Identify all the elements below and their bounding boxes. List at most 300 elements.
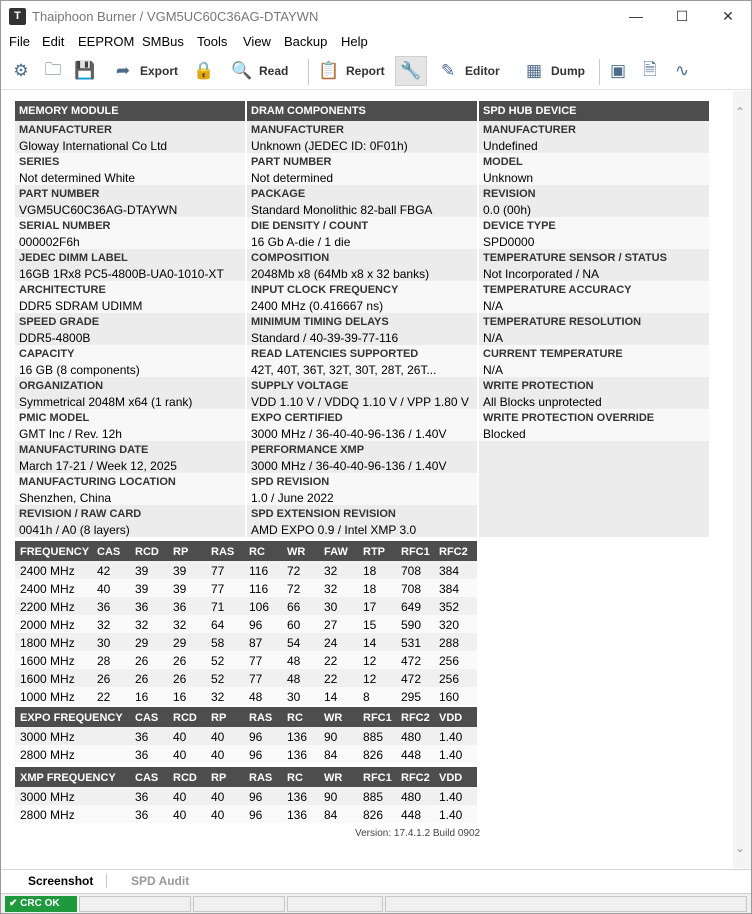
table-cell: 22	[324, 654, 338, 668]
menu-help[interactable]: Help	[341, 34, 368, 49]
memory-module-row	[15, 249, 245, 281]
menu-smbus[interactable]: SMBus	[142, 34, 184, 49]
field-value: VDD 1.10 V / VDDQ 1.10 V / VPP 1.80 V	[251, 395, 469, 409]
table-cell: 90	[324, 790, 338, 804]
open-button[interactable]	[42, 56, 64, 86]
read-label: Read	[259, 64, 289, 78]
column-header: EXPO FREQUENCY	[20, 712, 123, 724]
column-header: WR	[287, 546, 306, 558]
field-value: 0041h / A0 (8 layers)	[19, 523, 130, 537]
table-row	[15, 745, 477, 763]
field-value: DDR5-4800B	[19, 331, 91, 345]
table-cell: 708	[401, 564, 422, 578]
table-row	[15, 561, 477, 579]
memory-module-row	[15, 409, 245, 441]
dram-components-row	[247, 345, 477, 377]
table-cell: 1.40	[439, 748, 463, 762]
spd-hub-empty-row	[479, 473, 709, 505]
field-value: March 17-21 / Week 12, 2025	[19, 459, 177, 473]
memory-module-row	[15, 441, 245, 473]
bottom-tab-bar	[1, 869, 751, 892]
maximize-button[interactable]: ☐	[675, 8, 689, 24]
table-cell: 1800 MHz	[20, 636, 75, 650]
table-cell: 39	[135, 582, 149, 596]
report-label: Report	[346, 64, 385, 78]
documents-icon: 🗎	[643, 59, 657, 79]
dram-components-column	[247, 101, 477, 537]
expo-timings-table	[15, 707, 477, 763]
table-cell: 826	[363, 748, 384, 762]
table-cell: 87	[249, 636, 263, 650]
table-cell: 32	[135, 618, 149, 632]
field-label: PERFORMANCE XMP	[251, 444, 365, 456]
column-header: RC	[249, 546, 265, 558]
table-cell: 2000 MHz	[20, 618, 75, 632]
field-value: 16GB 1Rx8 PC5-4800B-UA0-1010-XT	[19, 267, 224, 281]
table-cell: 28	[97, 654, 111, 668]
dram-components-row	[247, 409, 477, 441]
table-cell: 352	[439, 600, 460, 614]
dram-components-header: DRAM COMPONENTS	[247, 101, 477, 121]
dram-components-row	[247, 505, 477, 537]
toolbar	[1, 53, 751, 90]
table-row	[15, 787, 477, 805]
wrench-icon: 🔧	[400, 61, 422, 80]
table-cell: 12	[363, 654, 377, 668]
memory-module-header: MEMORY MODULE	[15, 101, 245, 121]
field-value: Undefined	[483, 139, 538, 153]
table-cell: 2400 MHz	[20, 582, 75, 596]
memory-module-row	[15, 505, 245, 537]
column-header: FAW	[324, 546, 348, 558]
field-label: PART NUMBER	[19, 188, 100, 200]
spd-hub-column	[479, 101, 709, 537]
menu-eeprom[interactable]: EEPROM	[78, 34, 135, 49]
table-cell: 77	[211, 582, 225, 596]
field-label: ARCHITECTURE	[19, 284, 106, 296]
table-row	[15, 805, 477, 823]
memory-module-row	[15, 217, 245, 249]
documents-button[interactable]	[639, 56, 661, 86]
field-value: Not Incorporated / NA	[483, 267, 600, 281]
table-cell: 22	[324, 672, 338, 686]
table-cell: 66	[287, 600, 301, 614]
table-row	[15, 727, 477, 745]
dram-components-row	[247, 281, 477, 313]
spd-hub-row	[479, 409, 709, 441]
menu-edit[interactable]: Edit	[42, 34, 65, 49]
table-cell: 320	[439, 618, 460, 632]
field-label: MANUFACTURING DATE	[19, 444, 149, 456]
table-cell: 15	[363, 618, 377, 632]
table-cell: 288	[439, 636, 460, 650]
table-cell: 17	[363, 600, 377, 614]
column-header: RAS	[249, 772, 273, 784]
column-header: VDD	[439, 772, 463, 784]
dram-components-row	[247, 121, 477, 153]
magnifier-icon: 🔍	[231, 61, 253, 80]
table-cell: 26	[135, 672, 149, 686]
table-cell: 160	[439, 690, 460, 704]
field-value: DDR5 SDRAM UDIMM	[19, 299, 143, 313]
table-cell: 40	[173, 730, 187, 744]
field-label: SPD EXTENSION REVISION	[251, 508, 396, 520]
field-value: Shenzhen, China	[19, 491, 112, 505]
lock-icon: 🔒	[193, 61, 215, 80]
table-cell: 26	[173, 654, 187, 668]
table-cell: 52	[211, 672, 225, 686]
spd-hub-row	[479, 153, 709, 185]
field-value: N/A	[483, 299, 504, 313]
title-bar	[1, 1, 751, 32]
field-label: COMPOSITION	[251, 252, 330, 264]
table-cell: 256	[439, 672, 460, 686]
field-value: 2048Mb x8 (64Mb x8 x 32 banks)	[251, 267, 430, 281]
field-value: 0.0 (00h)	[483, 203, 532, 217]
table-cell: 71	[211, 600, 225, 614]
toolbar-separator	[599, 59, 600, 85]
field-label: INPUT CLOCK FREQUENCY	[251, 284, 399, 296]
table-cell: 84	[324, 808, 338, 822]
dram-components-row	[247, 441, 477, 473]
menu-bar	[1, 32, 751, 52]
chip-inspect-button[interactable]	[607, 56, 629, 86]
spd-hub-row	[479, 249, 709, 281]
status-panel	[79, 896, 191, 912]
field-value: Standard / 40-39-39-77-116	[251, 331, 399, 345]
lock-button[interactable]	[193, 56, 215, 86]
oscilloscope-button[interactable]	[671, 56, 693, 86]
field-label: MANUFACTURER	[483, 124, 576, 136]
table-cell: 136	[287, 790, 308, 804]
table-cell: 27	[324, 618, 338, 632]
scroll-up-arrow-icon[interactable]: ⌃	[735, 105, 746, 119]
table-cell: 590	[401, 618, 422, 632]
table-cell: 39	[173, 564, 187, 578]
table-cell: 30	[287, 690, 301, 704]
table-cell: 36	[135, 748, 149, 762]
table-cell: 32	[324, 564, 338, 578]
dram-components-row	[247, 249, 477, 281]
report-content	[1, 91, 733, 868]
column-header: RFC2	[401, 712, 430, 724]
column-header: RC	[287, 772, 303, 784]
memory-module-row	[15, 121, 245, 153]
field-label: TEMPERATURE SENSOR / STATUS	[483, 252, 667, 264]
table-cell: 14	[363, 636, 377, 650]
column-header: RP	[211, 712, 227, 724]
table-cell: 36	[173, 600, 187, 614]
dram-components-row	[247, 185, 477, 217]
field-value: VGM5UC60C36AG-DTAYWN	[19, 203, 178, 217]
field-label: MODEL	[483, 156, 523, 168]
table-cell: 30	[324, 600, 338, 614]
dump-label: Dump	[551, 64, 585, 78]
spd-hub-row	[479, 281, 709, 313]
scroll-down-arrow-icon[interactable]: ⌄	[735, 841, 746, 855]
table-cell: 32	[324, 582, 338, 596]
table-cell: 116	[249, 564, 269, 578]
field-value: SPD0000	[483, 235, 535, 249]
menu-backup[interactable]: Backup	[284, 34, 328, 49]
table-cell: 1.40	[439, 808, 463, 822]
table-cell: 48	[287, 654, 301, 668]
table-cell: 1.40	[439, 730, 463, 744]
table-cell: 22	[97, 690, 111, 704]
table-cell: 18	[363, 582, 377, 596]
spd-hub-row	[479, 377, 709, 409]
table-cell: 40	[173, 748, 187, 762]
menu-file[interactable]: File	[9, 34, 30, 49]
field-value: GMT Inc / Rev. 12h	[19, 427, 122, 441]
field-label: REVISION	[483, 188, 536, 200]
export-button[interactable]	[112, 56, 178, 86]
table-cell: 885	[363, 730, 384, 744]
table-cell: 96	[249, 730, 263, 744]
xmp-header-row	[15, 767, 477, 787]
spd-hub-header: SPD HUB DEVICE	[479, 101, 709, 121]
table-cell: 448	[401, 748, 422, 762]
table-cell: 32	[173, 618, 187, 632]
table-cell: 1000 MHz	[20, 690, 75, 704]
column-header: CAS	[97, 546, 121, 558]
version-label: Version: 17.4.1.2 Build 0902	[355, 828, 481, 839]
table-cell: 64	[211, 618, 225, 632]
table-cell: 3000 MHz	[20, 790, 75, 804]
status-panel	[287, 896, 383, 912]
table-cell: 77	[211, 564, 225, 578]
table-cell: 48	[249, 690, 263, 704]
table-cell: 39	[135, 564, 149, 578]
table-cell: 116	[249, 582, 269, 596]
table-cell: 14	[324, 690, 338, 704]
dram-components-row	[247, 313, 477, 345]
tab-screenshot[interactable]: Screenshot	[28, 874, 94, 888]
table-cell: 384	[439, 582, 460, 596]
field-label: ORGANIZATION	[19, 380, 104, 392]
field-value: Not determined White	[19, 171, 136, 185]
table-cell: 40	[97, 582, 111, 596]
table-cell: 2200 MHz	[20, 600, 75, 614]
column-header: WR	[324, 712, 343, 724]
close-button[interactable]: ✕	[722, 8, 734, 24]
window-title: Thaiphoon Burner / VGM5UC60C36AG-DTAYWN	[32, 9, 319, 24]
table-cell: 26	[135, 654, 149, 668]
table-cell: 39	[173, 582, 187, 596]
table-cell: 531	[401, 636, 422, 650]
tab-divider	[106, 874, 107, 888]
table-cell: 40	[211, 730, 225, 744]
column-header: RC	[287, 712, 303, 724]
field-label: MINIMUM TIMING DELAYS	[251, 316, 389, 328]
field-label: MANUFACTURING LOCATION	[19, 476, 176, 488]
editor-label: Editor	[465, 64, 500, 78]
table-cell: 58	[211, 636, 225, 650]
field-value: 16 GB (8 components)	[19, 363, 140, 377]
memory-module-row	[15, 153, 245, 185]
status-panel	[193, 896, 285, 912]
column-header: FREQUENCY	[20, 546, 90, 558]
table-cell: 256	[439, 654, 460, 668]
floppy-disk-icon: 💾	[74, 61, 96, 80]
crc-status-badge	[5, 896, 77, 912]
table-cell: 136	[287, 748, 308, 762]
field-value: 000002F6h	[19, 235, 80, 249]
report-button[interactable]	[318, 56, 385, 86]
field-value: Standard Monolithic 82-ball FBGA	[251, 203, 433, 217]
read-button[interactable]	[231, 56, 288, 86]
spd-hub-empty-row	[479, 505, 709, 537]
table-cell: 1600 MHz	[20, 672, 75, 686]
table-cell: 136	[287, 730, 308, 744]
field-label: TEMPERATURE ACCURACY	[483, 284, 632, 296]
field-value: Gloway International Co Ltd	[19, 139, 168, 153]
dump-button[interactable]	[523, 56, 585, 86]
column-header: RFC1	[363, 712, 392, 724]
table-cell: 60	[287, 618, 301, 632]
table-row	[15, 633, 477, 651]
field-value: 3000 MHz / 36-40-40-96-136 / 1.40V	[251, 427, 447, 441]
save-button[interactable]	[74, 56, 96, 86]
table-cell: 96	[249, 618, 263, 632]
table-cell: 36	[135, 790, 149, 804]
field-label: WRITE PROTECTION OVERRIDE	[483, 412, 655, 424]
column-header: RCD	[173, 772, 197, 784]
spd-hub-row	[479, 121, 709, 153]
clipboard-icon: 📋	[318, 61, 340, 80]
table-cell: 40	[211, 808, 225, 822]
field-value: 2400 MHz (0.416667 ns)	[251, 299, 384, 313]
crc-status-text: CRC OK	[20, 898, 60, 909]
field-value: All Blocks unprotected	[483, 395, 602, 409]
table-cell: 32	[97, 618, 111, 632]
memory-module-row	[15, 281, 245, 313]
memory-module-row	[15, 473, 245, 505]
table-cell: 295	[401, 690, 422, 704]
wrench-button[interactable]	[395, 56, 427, 86]
table-row	[15, 579, 477, 597]
table-cell: 72	[287, 564, 301, 578]
table-cell: 1.40	[439, 790, 463, 804]
jedec-timings-table	[15, 541, 477, 705]
table-cell: 36	[135, 730, 149, 744]
menu-view[interactable]: View	[243, 34, 271, 49]
editor-icon: ✎	[440, 61, 456, 80]
table-cell: 90	[324, 730, 338, 744]
table-cell: 36	[97, 600, 111, 614]
spd-hub-empty-row	[479, 441, 709, 473]
field-label: PMIC MODEL	[19, 412, 90, 424]
spd-hub-row	[479, 313, 709, 345]
table-cell: 26	[97, 672, 111, 686]
settings-button[interactable]	[10, 56, 32, 86]
table-cell: 77	[249, 672, 263, 686]
table-cell: 84	[324, 748, 338, 762]
table-cell: 480	[401, 790, 422, 804]
status-panel	[385, 896, 747, 912]
spd-hub-row	[479, 185, 709, 217]
table-cell: 16	[173, 690, 187, 704]
field-label: CURRENT TEMPERATURE	[483, 348, 623, 360]
minimize-button[interactable]: —	[629, 8, 643, 24]
field-value: Blocked	[483, 427, 526, 441]
column-header: RCD	[173, 712, 197, 724]
app-logo-icon: T	[9, 8, 26, 25]
field-label: PACKAGE	[251, 188, 306, 200]
table-cell: 3000 MHz	[20, 730, 75, 744]
table-row	[15, 687, 477, 705]
table-cell: 106	[249, 600, 270, 614]
memory-module-row	[15, 345, 245, 377]
field-label: TEMPERATURE RESOLUTION	[483, 316, 642, 328]
field-value: AMD EXPO 0.9 / Intel XMP 3.0	[251, 523, 417, 537]
tab-spd-audit[interactable]: SPD Audit	[131, 874, 190, 888]
memory-module-column	[15, 101, 245, 537]
table-cell: 40	[211, 748, 225, 762]
table-cell: 32	[211, 690, 225, 704]
table-cell: 29	[135, 636, 149, 650]
table-row	[15, 651, 477, 669]
column-header: RAS	[249, 712, 273, 724]
table-cell: 136	[287, 808, 308, 822]
table-cell: 12	[363, 672, 377, 686]
field-value: 42T, 40T, 36T, 32T, 30T, 28T, 26T...	[251, 363, 437, 377]
status-bar	[1, 893, 751, 913]
menu-tools[interactable]: Tools	[197, 34, 228, 49]
dram-components-row	[247, 153, 477, 185]
table-cell: 649	[401, 600, 422, 614]
folder-icon: 🗀	[44, 59, 62, 79]
table-cell: 18	[363, 564, 377, 578]
table-cell: 2800 MHz	[20, 748, 75, 762]
dram-components-row	[247, 377, 477, 409]
table-cell: 24	[324, 636, 338, 650]
field-value: 16 Gb A-die / 1 die	[251, 235, 351, 249]
toolbar-separator	[308, 59, 309, 85]
table-cell: 40	[211, 790, 225, 804]
table-cell: 77	[249, 654, 263, 668]
xmp-timings-table	[15, 767, 477, 823]
table-cell: 708	[401, 582, 422, 596]
column-header: WR	[324, 772, 343, 784]
field-value: N/A	[483, 363, 504, 377]
table-cell: 48	[287, 672, 301, 686]
editor-button[interactable]	[437, 56, 500, 86]
table-cell: 29	[173, 636, 187, 650]
column-header: RFC2	[401, 772, 430, 784]
dram-components-row	[247, 473, 477, 505]
vertical-scrollbar[interactable]	[733, 91, 751, 868]
table-cell: 36	[135, 600, 149, 614]
table-row	[15, 597, 477, 615]
table-row	[15, 669, 477, 687]
table-cell: 384	[439, 564, 460, 578]
table-cell: 480	[401, 730, 422, 744]
table-cell: 72	[287, 582, 301, 596]
field-value: 3000 MHz / 36-40-40-96-136 / 1.40V	[251, 459, 447, 473]
field-value: 1.0 / June 2022	[251, 491, 334, 505]
table-cell: 96	[249, 790, 263, 804]
table-cell: 54	[287, 636, 301, 650]
field-label: SPEED GRADE	[19, 316, 100, 328]
export-label: Export	[140, 64, 179, 78]
column-header: RP	[173, 546, 189, 558]
column-header: XMP FREQUENCY	[20, 772, 116, 784]
field-value: Not determined	[251, 171, 334, 185]
column-header: RCD	[135, 546, 159, 558]
table-cell: 8	[363, 690, 370, 704]
table-cell: 96	[249, 748, 263, 762]
